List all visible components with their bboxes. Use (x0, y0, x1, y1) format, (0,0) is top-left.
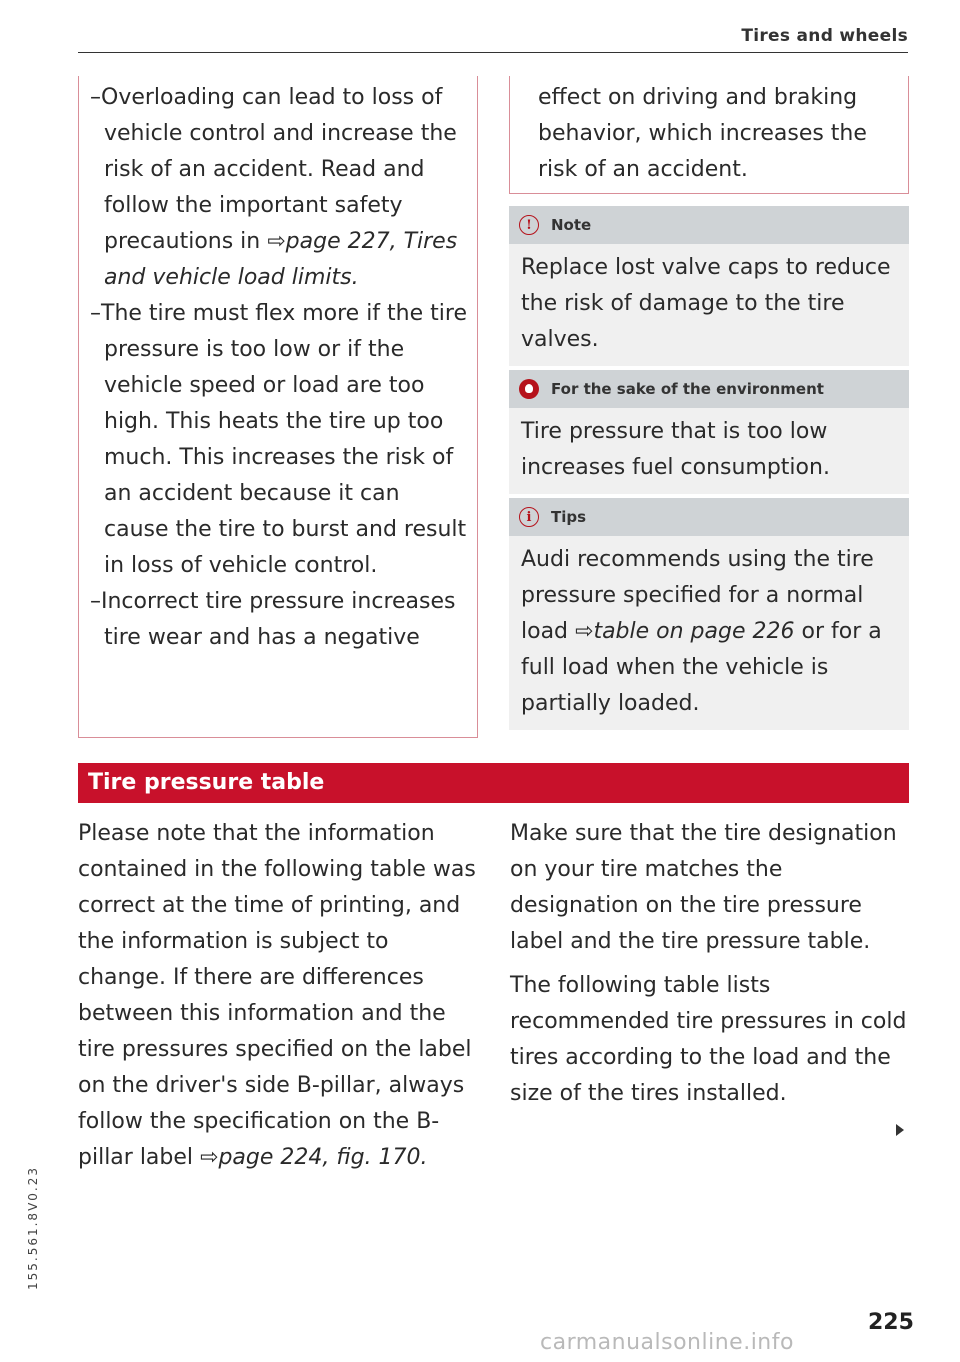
environment-title: For the sake of the environment (551, 380, 824, 398)
note-body: Replace lost valve caps to reduce the risk of damage to the tire valves. (521, 255, 891, 352)
tips-body (509, 536, 909, 730)
body-left-reference-link[interactable]: ⇨page 224, fig. 170. (200, 1145, 428, 1170)
tips-text-end: or for a full load when the vehicle is partially loaded. (521, 619, 882, 716)
note-title: Note (551, 216, 592, 234)
environment-body: Tire pressure that is too low increases fuel consumption. (521, 419, 830, 480)
warning-item: –The tire must flex more if the tire pressure is too low or if the vehicle speed or load are too high. This heats the tire up too much. This increases the risk of an accident because it can cause the tire to burst and result in loss of vehicle control. (90, 301, 467, 578)
side-document-code: 155.561.8V0.23 (26, 1166, 40, 1290)
tips-header (509, 498, 909, 536)
warning-reference-link[interactable]: ⇨page 227, Tires and vehicle load limits. (104, 229, 458, 290)
body-right-paragraph-1: Make sure that the tire designation on your tire matches the designation on the tire pressure label and the tire pressure table. (510, 821, 897, 954)
warning-text-left (90, 80, 470, 656)
exclamation-icon: ! (519, 215, 539, 235)
section-heading-bar: Tire pressure table (78, 763, 909, 803)
tips-box (509, 498, 909, 730)
body-right-paragraph-2: The following table lists recommended tire pressures in cold tires according to the load and the size of the tires installed. (510, 973, 907, 1106)
warning-item (90, 80, 470, 296)
warning-item-text: –Overloading can lead to loss of vehicle control and increase the risk of an accident. Read and follow the important safety precautions in (90, 85, 457, 254)
environment-box (509, 370, 909, 494)
leaf-icon (519, 379, 539, 399)
body-text-left (78, 816, 478, 1176)
note-box (509, 206, 909, 366)
watermark: carmanualsonline.info (540, 1330, 794, 1355)
info-icon: i (519, 507, 539, 527)
tips-reference-link[interactable]: ⇨table on page 226 (575, 619, 795, 644)
page-number: 225 (868, 1310, 914, 1335)
body-text-right (510, 816, 910, 1112)
header-rule (78, 52, 908, 53)
note-header (509, 206, 909, 244)
environment-header (509, 370, 909, 408)
body-left-paragraph: Please note that the information contained in the following table was correct at the time of printing, and the information is subject to change. If there are differences between this information and the tire pressures specified on the label on the driver's side B-pillar, always follow the specification on the B-pillar label (78, 821, 476, 1170)
tips-title: Tips (551, 508, 587, 526)
warning-item: –Incorrect tire pressure increases tire wear and has a negative (90, 589, 456, 650)
warning-text-right: effect on driving and braking behavior, which increases the risk of an accident. (538, 85, 867, 182)
section-header-title: Tires and wheels (741, 26, 908, 46)
continue-arrow-icon (896, 1124, 904, 1136)
tips-text-start: Audi recommends using the tire pressure specified for a normal load (521, 547, 874, 644)
